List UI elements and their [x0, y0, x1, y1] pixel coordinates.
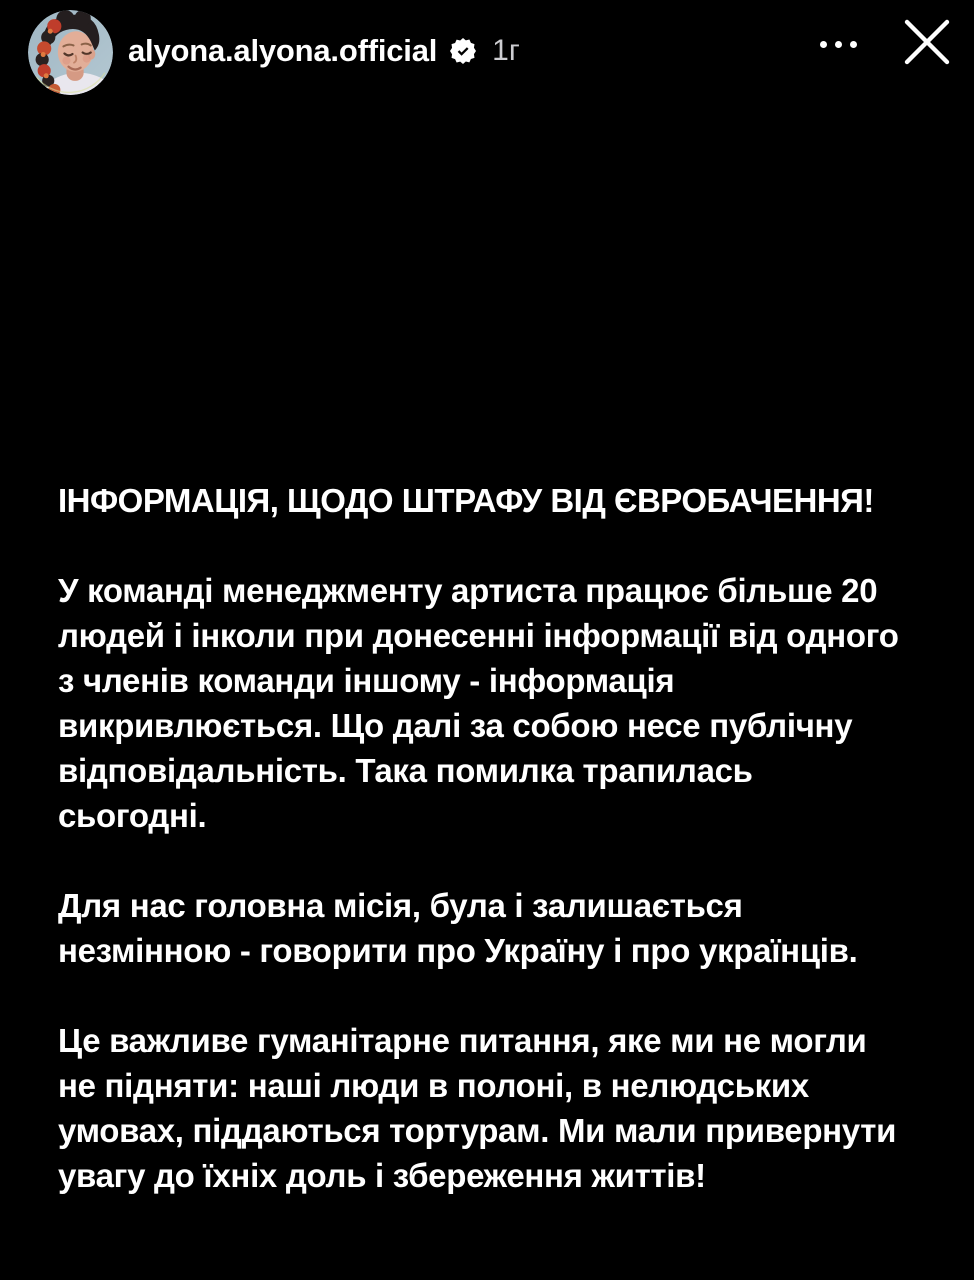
story-title: ІНФОРМАЦІЯ, ЩОДО ШТРАФУ ВІД ЄВРОБАЧЕННЯ!: [58, 482, 874, 519]
close-icon: [902, 18, 952, 68]
more-options-icon: [820, 41, 827, 48]
story-text-line: умовах, піддаються тортурам. Ми мали привернути: [58, 1112, 897, 1149]
story-text-line: сьогодні.: [58, 797, 207, 834]
username[interactable]: alyona.alyona.official: [128, 32, 438, 68]
story-text-line: Для нас головна місія, була і залишається: [58, 887, 743, 924]
more-options-icon: [835, 41, 842, 48]
avatar[interactable]: [28, 10, 113, 95]
profile-photo-illustration: [28, 10, 113, 95]
story-content: [58, 478, 944, 1198]
story-text-line: Це важливе гуманітарне питання, яке ми не могли: [58, 1022, 867, 1059]
story-paragraph: [58, 883, 944, 973]
story-text-line: з членів команди іншому - інформація: [58, 662, 675, 699]
user-info: [128, 8, 520, 93]
story-text-line: викривлюється. Що далі за собою несе публічну: [58, 707, 853, 744]
more-options-icon: [850, 41, 857, 48]
verified-badge-icon: [450, 38, 476, 64]
story-text-line: У команді менеджменту артиста працює більше 20: [58, 572, 878, 609]
story-text-line: не підняти: наші люди в полоні, в нелюдських: [58, 1067, 809, 1104]
close-button[interactable]: [896, 13, 958, 73]
story-text-line: незмінною - говорити про Україну і про українців.: [58, 932, 858, 969]
more-options-button[interactable]: [810, 28, 866, 60]
story-text-line: увагу до їхніх доль і збереження життів!: [58, 1157, 706, 1194]
story-paragraph: [58, 1018, 944, 1198]
story-paragraph: [58, 568, 944, 838]
story-text-line: відповідальність. Така помилка трапилась: [58, 752, 753, 789]
story-text-line: людей і інколи при донесенні інформації від одного: [58, 617, 899, 654]
story-timestamp: 1г: [492, 33, 520, 67]
story-paragraphs: [58, 568, 944, 1198]
